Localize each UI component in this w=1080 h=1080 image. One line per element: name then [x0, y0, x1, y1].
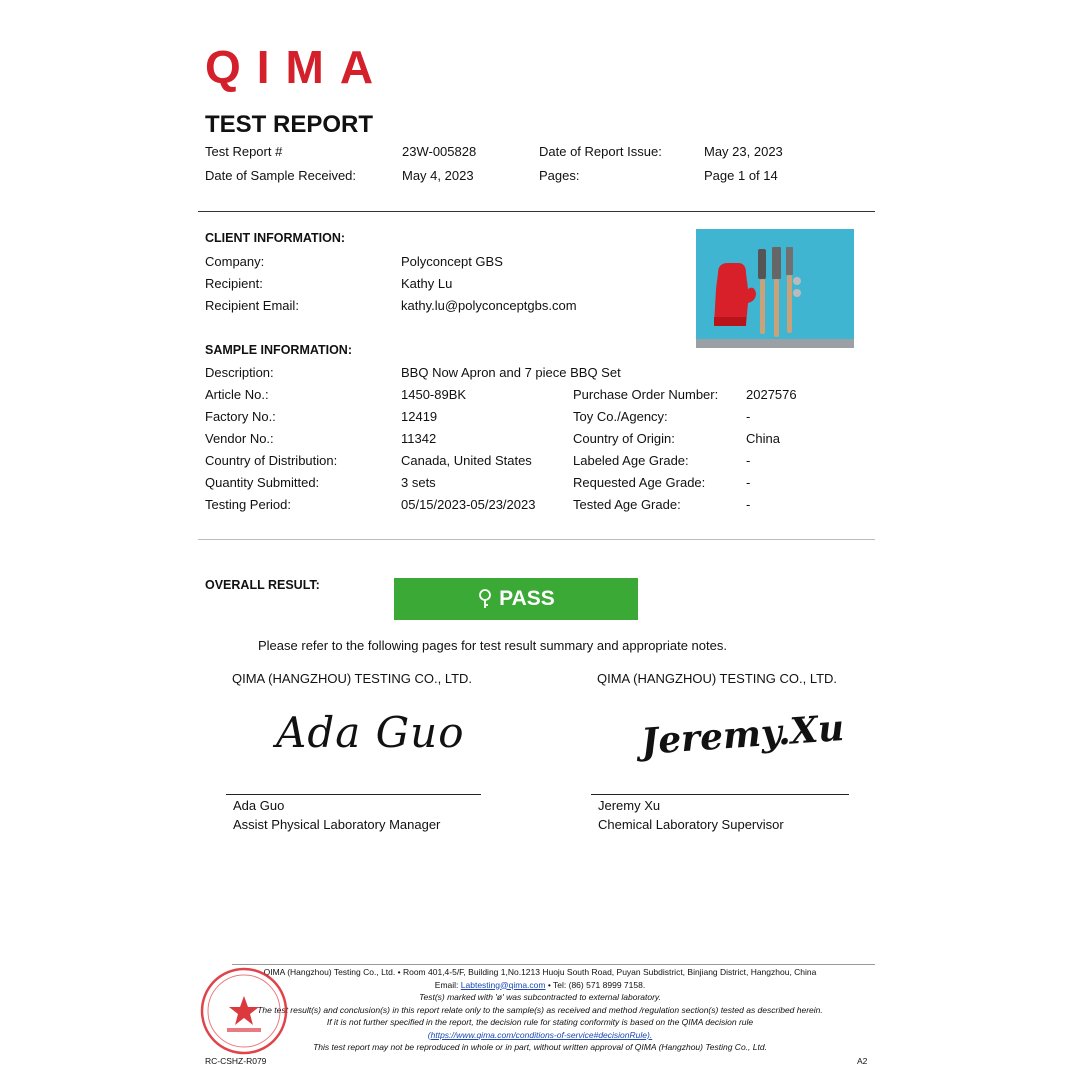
pages-value: Page 1 of 14 [704, 168, 778, 183]
footer-divider [232, 964, 875, 965]
decision-rule-link[interactable]: (https://www.qima.com/conditions-of-service#decisionRule). [427, 1029, 653, 1040]
vendor-no-label: Vendor No.: [205, 431, 274, 446]
report-no-value: 23W-005828 [402, 144, 477, 159]
email-label: Recipient Email: [205, 298, 299, 313]
vendor-no-value: 11342 [401, 431, 437, 446]
signature-line [591, 794, 849, 795]
footer-tel: • Tel: (86) 571 8999 7158. [545, 979, 646, 990]
sample-info-header: SAMPLE INFORMATION: [205, 343, 352, 357]
signature-ada-guo: Ada Guo [276, 708, 465, 757]
product-photo [696, 229, 854, 348]
signatory-company-2: QIMA (HANGZHOU) TESTING CO., LTD. [597, 671, 838, 686]
signatory-title-1: Assist Physical Laboratory Manager [233, 817, 441, 832]
email-value: kathy.lu@polyconceptgbs.com [401, 298, 577, 313]
po-number-label: Purchase Order Number: [573, 387, 719, 402]
divider [198, 211, 875, 212]
footer-link-row [205, 1029, 875, 1042]
divider [198, 539, 875, 540]
report-no-label: Test Report # [205, 144, 283, 159]
factory-no-label: Factory No.: [205, 409, 276, 424]
tested-age-value: - [746, 497, 751, 512]
company-value: Polyconcept GBS [401, 254, 503, 269]
description-label: Description: [205, 365, 274, 380]
distribution-label: Country of Distribution: [205, 453, 338, 468]
labeled-age-value: - [746, 453, 751, 468]
footer-address: QIMA (Hangzhou) Testing Co., Ltd. • Room 401,4-5/F, Building 1,No.1213 Huoju South Road, Puyan Subdistrict, Binjiang District, Hangzhou, China [263, 967, 817, 977]
footer-reproduction-note: This test report may not be reproduced in whole or in part, without written approval of QIMA (Hangzhou) Testing Co., Ltd. [313, 1042, 767, 1052]
article-no-label: Article No.: [205, 387, 269, 402]
issue-date-value: May 23, 2023 [704, 144, 783, 159]
received-date-label: Date of Sample Received: [205, 168, 357, 183]
qima-logo: QIMA [205, 41, 390, 93]
client-info-header: CLIENT INFORMATION: [205, 231, 346, 245]
footer-decision-note: If it is not further specified in the report, the decision rule for stating conformity is based on the QIMA decision rule [326, 1017, 754, 1027]
form-code: RC-CSHZ-R079 [205, 1056, 267, 1066]
signatory-name-1: Ada Guo [233, 798, 285, 813]
signature-line [226, 794, 481, 795]
email-prefix: Email: [434, 979, 461, 990]
pages-label: Pages: [539, 168, 580, 183]
tested-age-label: Tested Age Grade: [573, 497, 681, 512]
factory-no-value: 12419 [401, 409, 438, 424]
signatory-title-2: Chemical Laboratory Supervisor [598, 817, 784, 832]
origin-value: China [746, 431, 780, 446]
article-no-value: 1450-89BK [401, 387, 467, 402]
received-date-value: May 4, 2023 [402, 168, 474, 183]
footer-email-link[interactable]: Labtesting@qima.com [460, 979, 546, 990]
company-seal [199, 966, 289, 1056]
po-number-value: 2027576 [746, 387, 797, 402]
requested-age-value: - [746, 475, 751, 490]
testing-period-label: Testing Period: [205, 497, 291, 512]
pass-badge [394, 578, 638, 620]
result-note: Please refer to the following pages for test result summary and appropriate notes. [258, 638, 727, 653]
pass-text: PASS [499, 587, 555, 610]
testing-period-value: 05/15/2023-05/23/2023 [401, 497, 536, 512]
page-title: TEST REPORT [205, 111, 374, 138]
issue-date-label: Date of Report Issue: [539, 144, 662, 159]
recipient-value: Kathy Lu [401, 276, 453, 291]
signature-jeremy-xu: Jeremy.Xu [639, 706, 846, 764]
distribution-value: Canada, United States [401, 453, 532, 468]
footer-contact [205, 979, 875, 992]
key-icon [477, 589, 493, 609]
origin-label: Country of Origin: [573, 431, 675, 446]
footer-subcontract-note: Test(s) marked with 'ø' was subcontracted to external laboratory. [419, 992, 661, 1002]
footer-result-note: The test result(s) and conclusion(s) in this report relate only to the sample(s) as received and method /regulation section(s) tested as described herein. [257, 1004, 823, 1015]
agency-value: - [746, 409, 751, 424]
signatory-company-1: QIMA (HANGZHOU) TESTING CO., LTD. [232, 671, 473, 686]
quantity-label: Quantity Submitted: [205, 475, 320, 490]
signatory-name-2: Jeremy Xu [598, 798, 661, 813]
requested-age-label: Requested Age Grade: [573, 475, 706, 490]
recipient-label: Recipient: [205, 276, 263, 291]
agency-label: Toy Co./Agency: [573, 409, 668, 424]
description-value: BBQ Now Apron and 7 piece BBQ Set [401, 365, 621, 380]
company-label: Company: [205, 254, 265, 269]
page-code: A2 [857, 1056, 868, 1066]
quantity-value: 3 sets [401, 475, 436, 490]
overall-result-label: OVERALL RESULT: [205, 578, 320, 592]
labeled-age-label: Labeled Age Grade: [573, 453, 689, 468]
footer [205, 966, 875, 1054]
